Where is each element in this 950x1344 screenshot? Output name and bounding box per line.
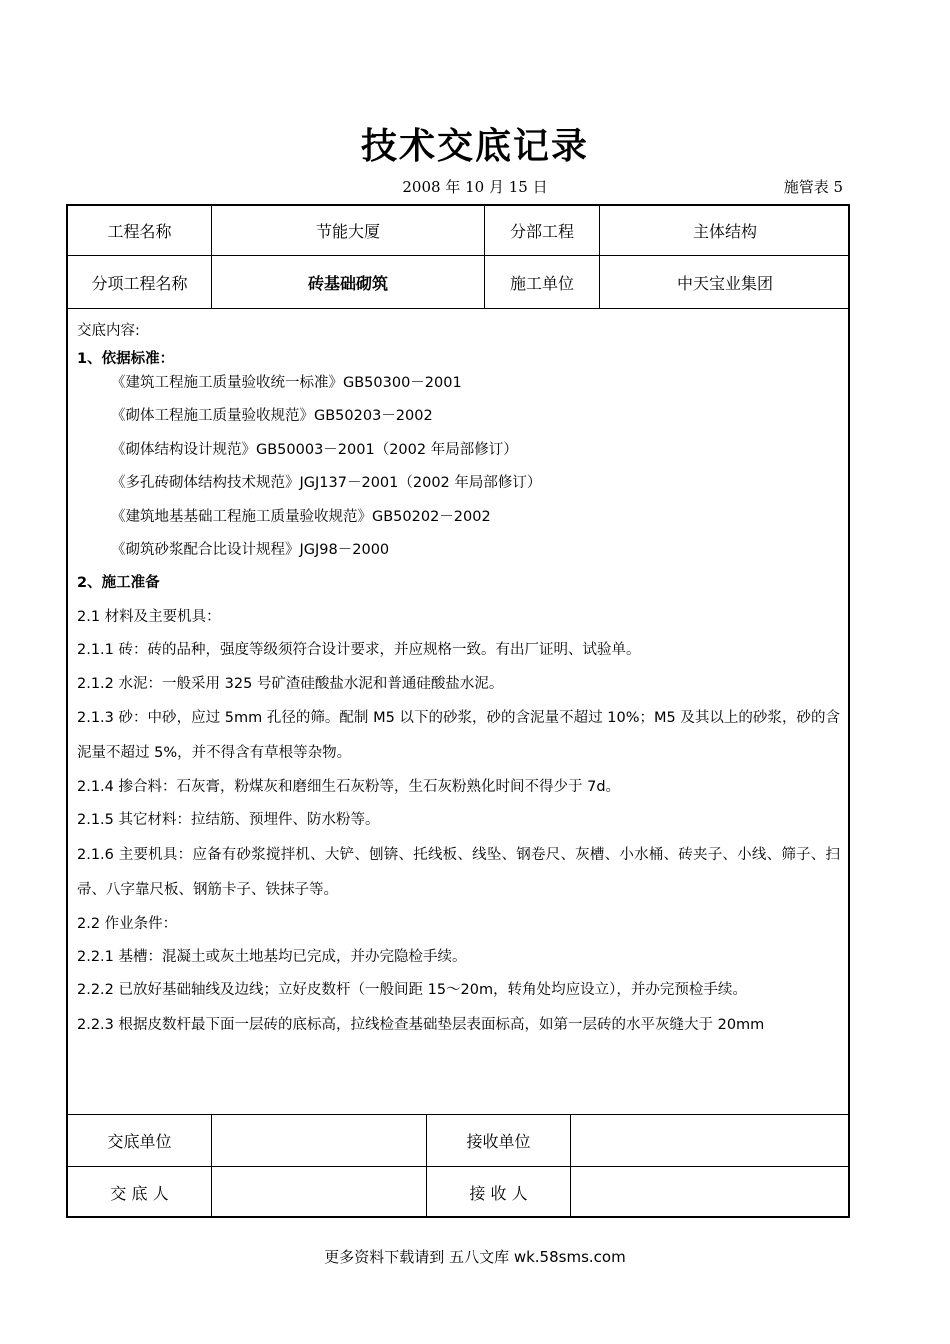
standard-item: 《建筑工程施工质量验收统一标准》GB50300－2001 <box>111 375 462 391</box>
paragraph: 2.1.5 其它材料：拉结筋、预埋件、防水粉等。 <box>77 812 380 829</box>
division-label: 分部工程 <box>509 222 574 241</box>
paragraph: 2.1.2 水泥：一般采用 325 号矿渣硅酸盐水泥和普通硅酸盐水泥。 <box>77 675 504 692</box>
receiver-unit-field[interactable] <box>571 1115 850 1166</box>
form-number: 施管表 5 <box>783 178 843 196</box>
project-name-value: 节能大厦 <box>315 222 380 241</box>
receiver-person-field[interactable] <box>571 1167 850 1218</box>
page-title: 技术交底记录 <box>360 126 589 167</box>
issuer-unit-field[interactable] <box>212 1115 426 1166</box>
record-table <box>66 204 850 1218</box>
paragraph: 2.2.1 基槽：混凝土或灰土地基均已完成，并办完隐检手续。 <box>77 949 467 966</box>
receiver-unit-label: 接收单位 <box>466 1132 531 1151</box>
standard-item: 《多孔砖砌体结构技术规范》JGJ137－2001（2002 年局部修订） <box>111 475 542 492</box>
section-heading: 2、施工准备 <box>77 575 160 592</box>
subitem-label: 分项工程名称 <box>91 273 188 293</box>
subitem-value: 砖基础砌筑 <box>307 273 388 293</box>
footer-download-link[interactable]: 更多资料下载请到 五八文库 wk.58sms.com <box>324 1248 626 1266</box>
standard-item: 《砌筑砂浆配合比设计规程》JGJ98－2000 <box>111 541 390 558</box>
issuer-person-label: 交 底 人 <box>110 1184 169 1203</box>
paragraph: 2.1.1 砖：砖的品种，强度等级须符合设计要求，并应规格一致。有出厂证明、试验单。 <box>77 642 641 659</box>
issuer-person-field[interactable] <box>212 1167 426 1218</box>
issuer-unit-label: 交底单位 <box>107 1132 172 1151</box>
standard-item: 《砌体结构设计规范》GB50003－2001（2002 年局部修订） <box>111 441 518 458</box>
row-divider <box>68 308 848 309</box>
standard-item: 《砌体工程施工质量验收规范》GB50203－2002 <box>111 408 433 425</box>
paragraph: 2.2.2 已放好基础轴线及边线；立好皮数杆（一般间距 15～20m，转角处均应设立），并办完预检手续。 <box>77 982 747 999</box>
content-label: 交底内容: <box>77 323 140 339</box>
contractor-label: 施工单位 <box>509 273 574 293</box>
paragraph: 2.1.4 掺合料：石灰膏，粉煤灰和磨细生石灰粉等，生石灰粉熟化时间不得少于 7d。 <box>77 778 621 795</box>
record-date: 2008 年 10 月 15 日 <box>402 178 548 196</box>
paragraph: 2.1.6 主要机具：应备有砂浆搅拌机、大铲、刨锛、托线板、线坠、钢卷尺、灰槽、小水桶、砖夹子、小线、筛子、扫帚、八字靠尺板、钢筋卡子、铁抹子等。 <box>77 846 840 898</box>
contractor-value: 中天宝业集团 <box>676 273 773 293</box>
paragraph: 2.2.3 根据皮数杆最下面一层砖的底标高，拉线检查基础垫层表面标高，如第一层砖的水平灰缝大于 20mm <box>77 1016 765 1033</box>
division-value: 主体结构 <box>692 222 757 241</box>
receiver-person-label: 接 收 人 <box>469 1184 528 1203</box>
paragraph: 2.2 作业条件： <box>77 915 178 932</box>
disclosure-content <box>77 316 840 1043</box>
paragraph: 2.1.3 砂：中砂，应过 5mm 孔径的筛。配制 M5 以下的砂浆，砂的含泥量不超过 10%；M5 及其以上的砂浆，砂的含泥量不超过 5%，并不得含有草根等杂物。 <box>77 709 840 761</box>
paragraph: 2.1 材料及主要机具： <box>77 608 221 625</box>
project-name-label: 工程名称 <box>107 222 172 241</box>
section-heading: 1、依据标准： <box>77 351 175 367</box>
standard-item: 《建筑地基基础工程施工质量验收规范》GB50202－2002 <box>111 508 491 525</box>
